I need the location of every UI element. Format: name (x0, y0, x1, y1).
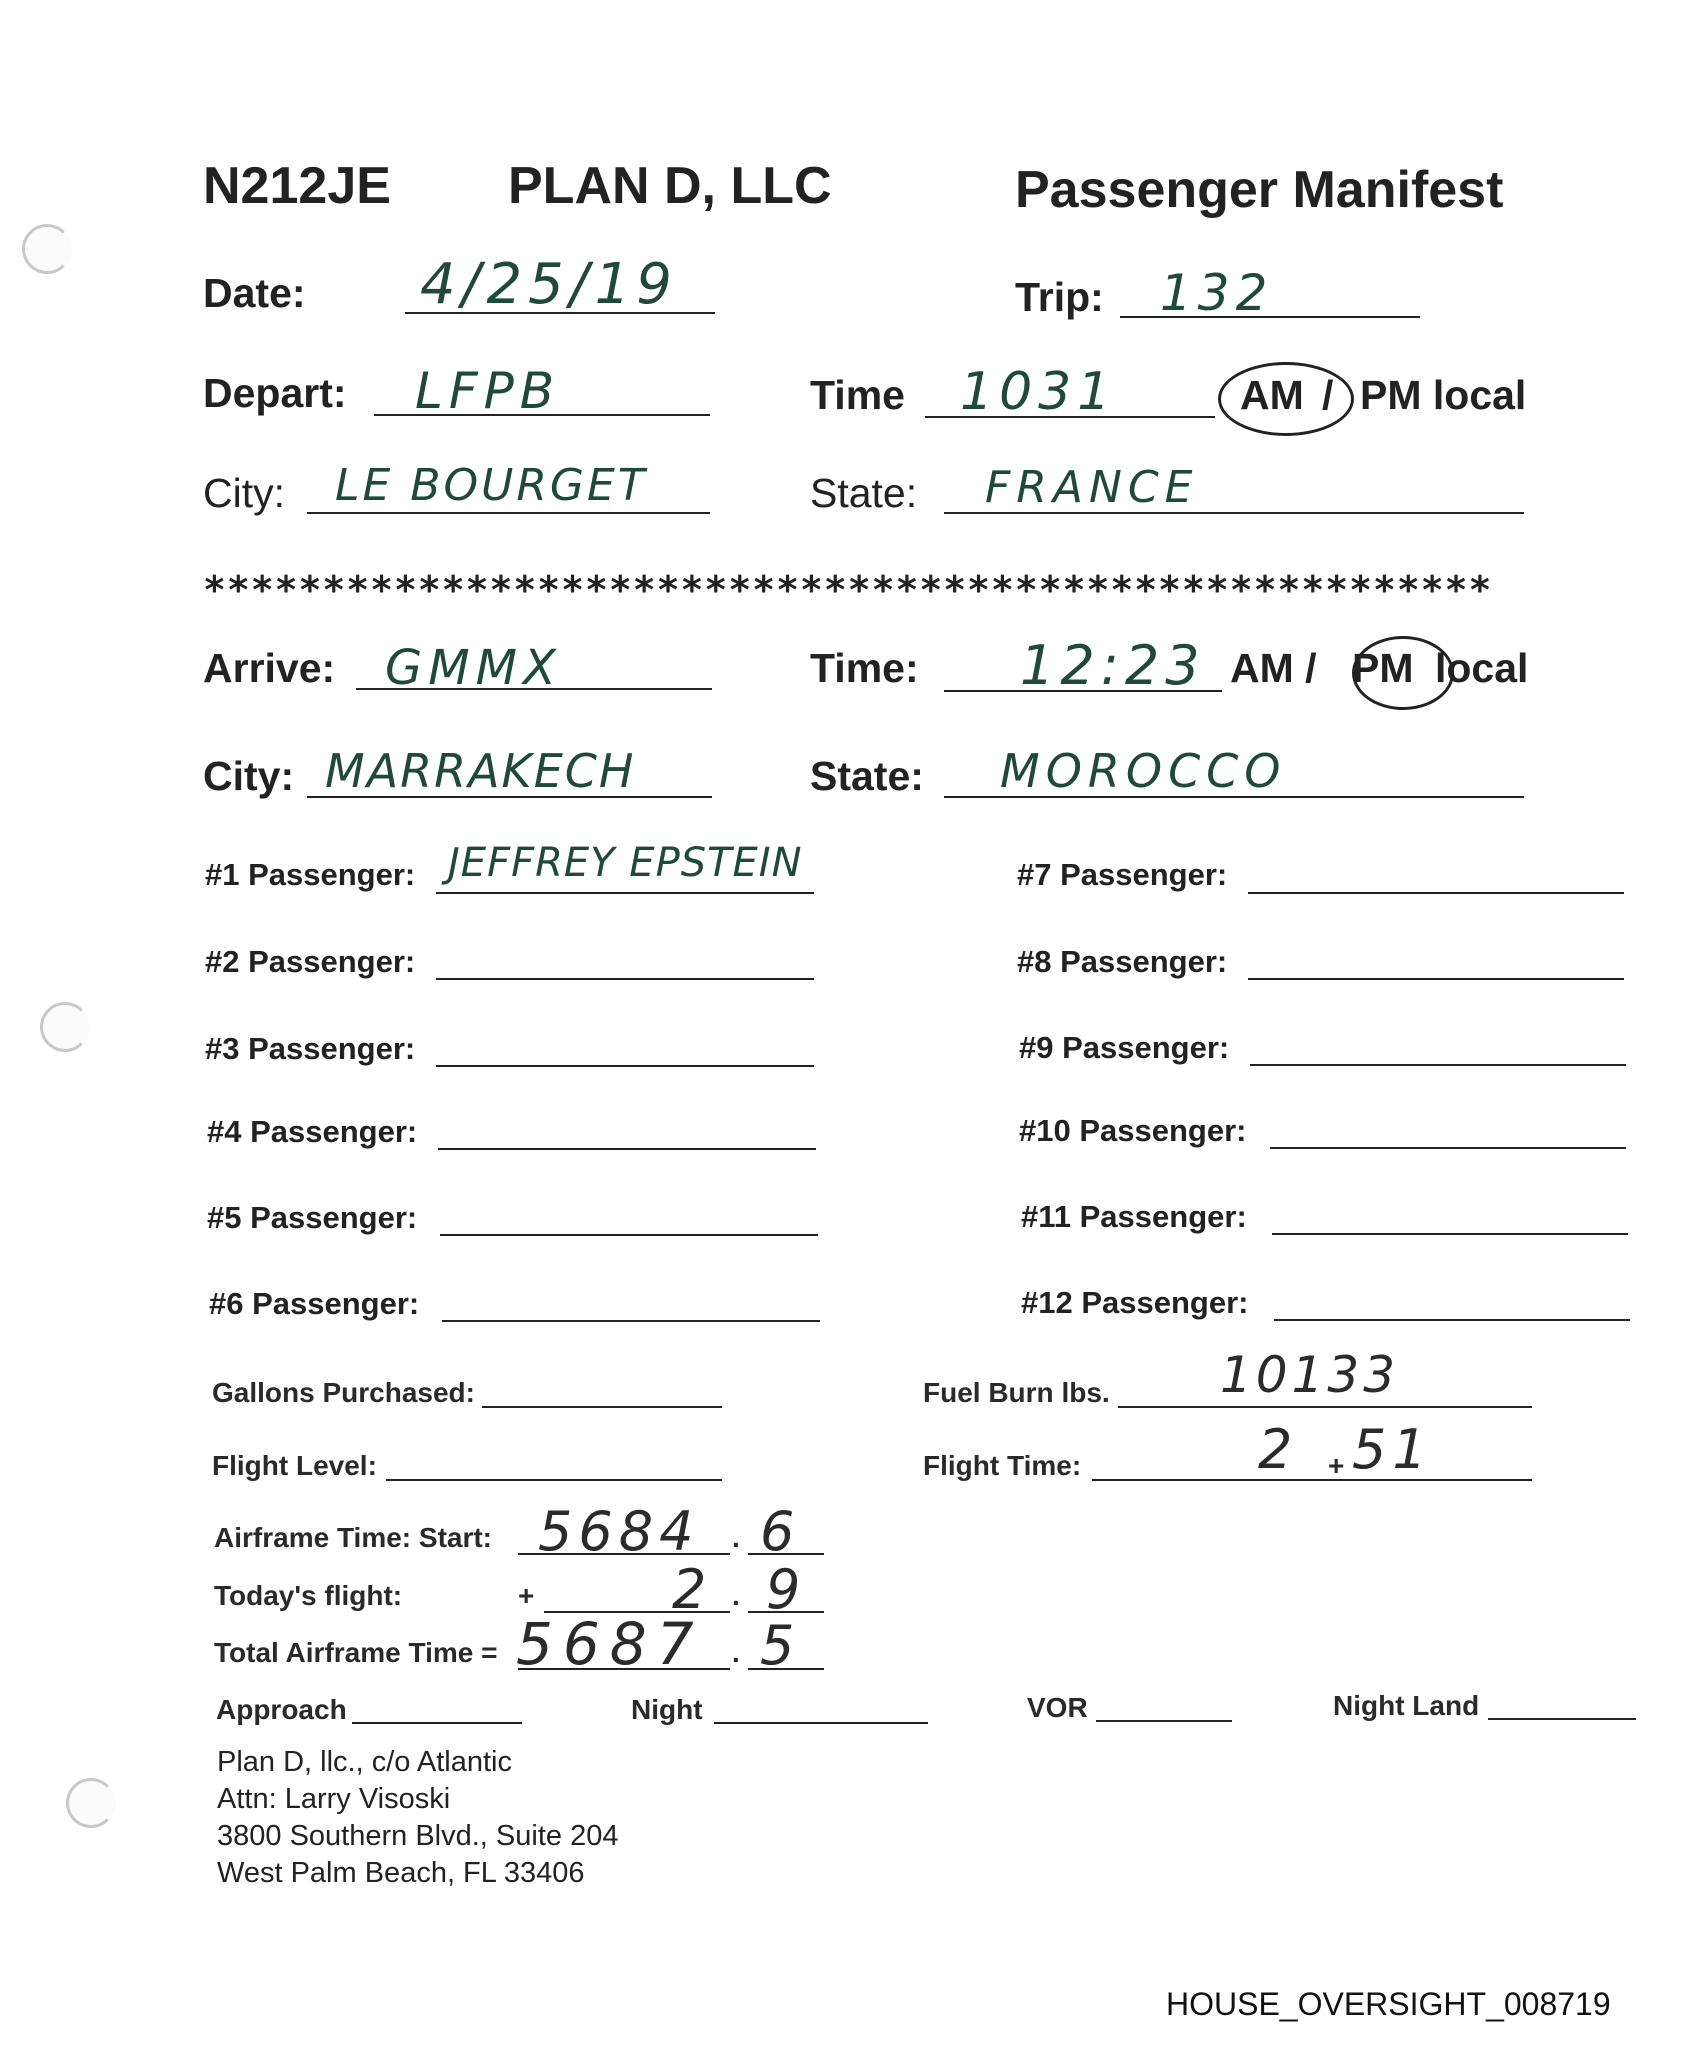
flight-time-hours: 2 (1258, 1418, 1299, 1481)
vor-line (1096, 1720, 1232, 1722)
airframe-start-label: Airframe Time: Start: (214, 1522, 493, 1553)
fuel-burn-line (1118, 1406, 1532, 1408)
passenger-2-line (436, 978, 814, 980)
gallons-purchased-label: Gallons Purchased: (212, 1377, 475, 1408)
flight-time-plus: + (1328, 1450, 1345, 1481)
depart-value: LFPB (415, 362, 561, 420)
binder-hole-middle (40, 1002, 90, 1052)
flight-level-line (386, 1479, 722, 1481)
night-land-label: Night Land (1333, 1690, 1480, 1721)
passenger-5-line (440, 1234, 818, 1236)
depart-time-value: 1031 (960, 362, 1117, 422)
depart-city-line (307, 512, 710, 514)
depart-pm-local: PM local (1360, 372, 1527, 418)
passenger-11-label: #11 Passenger: (1021, 1199, 1247, 1234)
arrive-value: GMMX (385, 640, 562, 696)
depart-time-label: Time (810, 372, 905, 418)
approach-line (352, 1722, 522, 1724)
address-block (217, 1744, 618, 1892)
arrive-local: local (1435, 645, 1529, 691)
passenger-1-value: JEFFREY EPSTEIN (448, 840, 803, 886)
binder-hole-top (22, 224, 72, 274)
airframe-start-dec: 6 (760, 1500, 801, 1563)
airframe-start-dot: . (732, 1522, 740, 1553)
passenger-1-label: #1 Passenger: (205, 857, 416, 892)
arrive-time-value: 12:23 (1020, 634, 1206, 697)
flight-time-label: Flight Time: (923, 1450, 1082, 1481)
gallons-purchased-line (482, 1406, 722, 1408)
passenger-12-label: #12 Passenger: (1021, 1285, 1249, 1320)
night-label: Night (631, 1694, 703, 1725)
arrive-pm: PM (1352, 645, 1414, 691)
arrive-state-value: MOROCCO (1000, 744, 1287, 798)
passenger-3-line (436, 1065, 814, 1067)
depart-city-value: LE BOURGET (335, 460, 648, 511)
todays-flight-plus: + (518, 1580, 535, 1611)
approach-label: Approach (216, 1694, 347, 1725)
binder-hole-bottom (66, 1778, 116, 1828)
passenger-2-label: #2 Passenger: (205, 944, 416, 979)
passenger-9-label: #9 Passenger: (1019, 1030, 1230, 1065)
fuel-burn-value: 10133 (1220, 1346, 1400, 1404)
passenger-7-label: #7 Passenger: (1017, 857, 1228, 892)
passenger-12-line (1274, 1319, 1630, 1321)
company-name: PLAN D, LLC (508, 157, 832, 215)
arrive-state-label: State: (810, 753, 924, 799)
passenger-5-label: #5 Passenger: (207, 1200, 418, 1235)
arrive-am: AM / (1230, 645, 1317, 691)
form-title: Passenger Manifest (1015, 161, 1504, 219)
passenger-8-line (1248, 978, 1624, 980)
arrive-label: Arrive: (203, 645, 336, 691)
total-airframe-dec: 5 (760, 1614, 801, 1677)
depart-state-label: State: (810, 470, 918, 516)
todays-flight-whole: 2 (672, 1558, 713, 1621)
todays-flight-label: Today's flight: (214, 1580, 403, 1611)
night-land-line (1488, 1718, 1636, 1720)
address-line-2: Attn: Larry Visoski (217, 1783, 451, 1815)
passenger-1-line (436, 892, 814, 894)
depart-state-value: FRANCE (985, 462, 1199, 513)
trip-value: 132 (1160, 264, 1274, 322)
todays-flight-dec: 9 (766, 1558, 807, 1621)
total-airframe-dot: . (732, 1637, 740, 1668)
flight-level-label: Flight Level: (212, 1450, 377, 1481)
flight-time-minutes: 51 (1352, 1418, 1433, 1481)
address-line-3: 3800 Southern Blvd., Suite 204 (217, 1820, 619, 1852)
depart-city-label: City: (203, 470, 285, 516)
trip-label: Trip: (1015, 274, 1104, 320)
passenger-6-line (442, 1320, 820, 1322)
passenger-8-label: #8 Passenger: (1017, 944, 1228, 979)
total-airframe-label: Total Airframe Time = (214, 1637, 498, 1668)
arrive-city-label: City: (203, 753, 295, 799)
passenger-4-label: #4 Passenger: (207, 1114, 418, 1149)
depart-label: Depart: (203, 370, 347, 416)
passenger-3-label: #3 Passenger: (205, 1031, 416, 1066)
depart-am: AM (1240, 372, 1304, 418)
flight-time-line (1092, 1479, 1532, 1481)
todays-flight-dot: . (732, 1580, 740, 1611)
date-label: Date: (203, 270, 306, 316)
depart-ampm-sep: / (1322, 372, 1334, 418)
passenger-6-label: #6 Passenger: (209, 1286, 420, 1321)
passenger-10-label: #10 Passenger: (1019, 1113, 1247, 1148)
arrive-city-value: MARRAKECH (325, 744, 636, 798)
section-separator: ****************************************************** (203, 568, 1493, 612)
night-line (714, 1722, 928, 1724)
passenger-9-line (1250, 1064, 1626, 1066)
fuel-burn-label: Fuel Burn lbs. (923, 1377, 1110, 1408)
bates-number: HOUSE_OVERSIGHT_008719 (1166, 1986, 1611, 2022)
airframe-start-whole: 5684 (538, 1500, 700, 1563)
passenger-11-line (1272, 1233, 1628, 1235)
address-line-1: Plan D, llc., c/o Atlantic (217, 1746, 512, 1778)
passenger-10-line (1270, 1147, 1626, 1149)
passenger-7-line (1248, 892, 1624, 894)
arrive-time-label: Time: (810, 645, 919, 691)
passenger-4-line (438, 1148, 816, 1150)
date-value: 4/25/19 (420, 252, 678, 317)
tail-number: N212JE (203, 157, 391, 215)
total-airframe-whole: 5687 (516, 1610, 704, 1678)
address-line-4: West Palm Beach, FL 33406 (217, 1857, 585, 1889)
vor-label: VOR (1027, 1692, 1088, 1723)
